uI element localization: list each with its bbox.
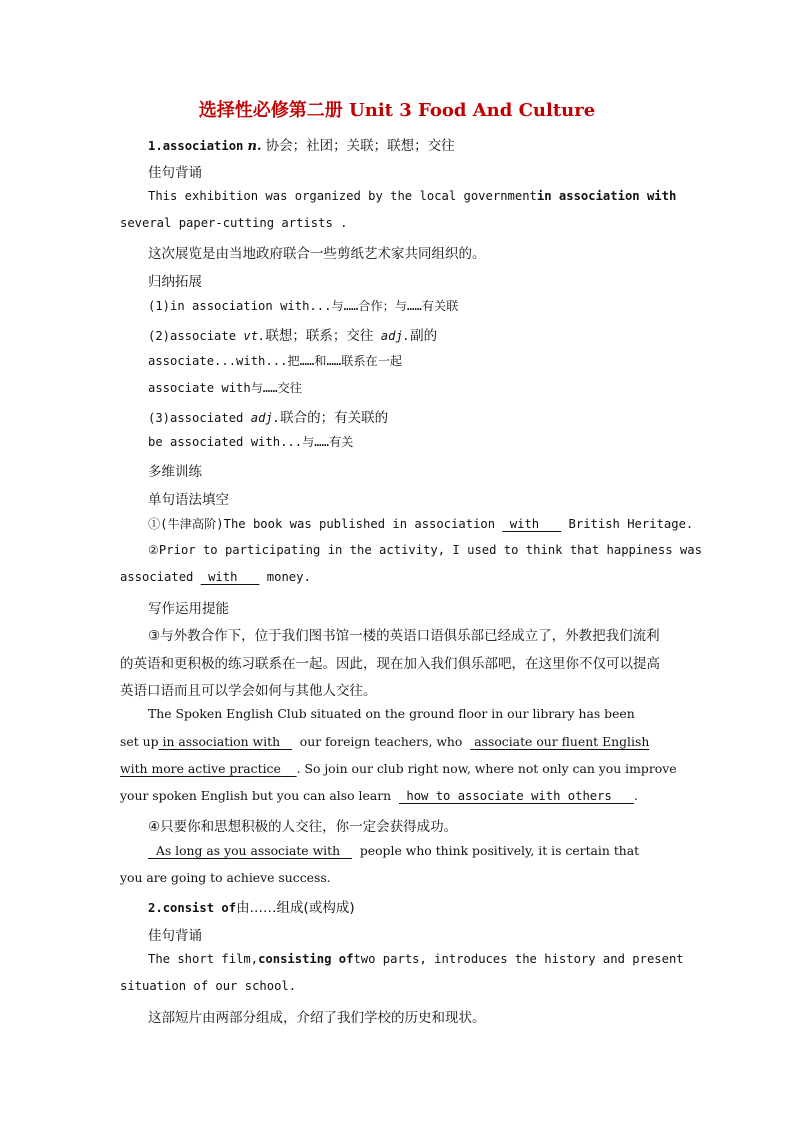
- expand-item-3: associate...with...把……和……联系在一起: [148, 354, 403, 368]
- expand-item-2-word: (2)associate: [148, 329, 237, 343]
- q3-answer-2-part-2: with more active practice: [120, 761, 281, 776]
- q3-line-4-text: your spoken English but you can also learn: [120, 788, 392, 803]
- question-3-en-line-3: [120, 761, 677, 776]
- question-2-line-1: ②Prior to participating in the activity, I used to think that happiness was: [148, 543, 702, 557]
- q3-mid-text: our foreign teachers, who: [299, 734, 463, 749]
- question-4-en-line-2: you are going to achieve success.: [120, 870, 331, 885]
- section-2-example-translation: 这部短片由两部分组成，介绍了我们学校的历史和现状。: [148, 1010, 486, 1026]
- example-text: This exhibition was organized by the local government: [148, 189, 537, 203]
- label-grammar-fill: 单句语法填空: [148, 492, 229, 508]
- q3-answer-2-part-1: associate our fluent English: [474, 734, 650, 749]
- expand-item-6: be associated with...与……有关: [148, 435, 354, 449]
- section-2-heading: [148, 896, 355, 916]
- section-2-example-line-2: situation of our school.: [120, 979, 297, 993]
- label-expand: 归纳拓展: [148, 274, 202, 290]
- example-line-1: [148, 189, 675, 203]
- expand-item-2-adj-meaning: 副的: [410, 328, 438, 344]
- section-2-word: consist of: [162, 901, 237, 915]
- question-1-tail: British Heritage.: [568, 517, 694, 531]
- s2-example-start: The short film,: [148, 952, 259, 966]
- expand-item-1: (1)in association with...与……合作；与……有关联: [148, 299, 459, 313]
- section-2-meaning: 由……组成(或构成): [236, 900, 355, 916]
- question-3-en-line-4: [120, 788, 638, 803]
- s2-example-bold-phrase: consisting of: [258, 952, 354, 966]
- section-2-label-sentence: 佳句背诵: [148, 928, 202, 944]
- expand-item-5-meaning: 联合的；有关联的: [280, 410, 389, 426]
- question-1: [148, 515, 693, 532]
- question-3-en-line-1: The Spoken English Club situated on the ground floor in our library has been: [148, 706, 635, 721]
- question-4-tail: people who think positively, it is certain that: [359, 843, 640, 858]
- section-1-meaning: 协会；社团；关联；联想；交往: [265, 138, 455, 154]
- expand-item-5-word: (3)associated: [148, 411, 244, 425]
- page-title: 选择性必修第二册 Unit 3 Food And Culture: [198, 100, 596, 121]
- expand-item-2: [148, 324, 437, 344]
- question-4-answer: As long as you associate with: [155, 843, 341, 858]
- question-3-cn-line-1: ③与外教合作下，位于我们图书馆一楼的英语口语俱乐部已经成立了，外教把我们流利: [148, 628, 660, 644]
- question-3-en-line-2: [120, 734, 649, 749]
- question-3-cn-line-2: 的英语和更积极的练习联系在一起。因此，现在加入我们俱乐部吧，在这里你不仅可以提高: [120, 656, 660, 672]
- expand-item-5-adj: adj.: [250, 411, 281, 425]
- question-3-cn-line-3: 英语口语而且可以学会如何与其他人交往。: [120, 683, 377, 699]
- question-2-tail: money.: [266, 570, 311, 584]
- question-1-stem: ①(牛津高阶)The book was published in association: [148, 517, 496, 531]
- q3-line-4-period: .: [633, 788, 638, 803]
- label-sentence: 佳句背诵: [148, 165, 202, 181]
- q3-answer-1: in association with: [162, 734, 281, 749]
- expand-item-4: associate with与……交往: [148, 381, 302, 395]
- question-2-line-2: [120, 570, 311, 584]
- example-line-2: several paper-cutting artists .: [120, 216, 348, 230]
- q3-line-3-tail: . So join our club right now, where not only can you improve: [296, 761, 677, 776]
- section-2-example-line-1: [148, 952, 684, 966]
- expand-item-2-adj: adj.: [380, 329, 411, 343]
- expand-item-2-vt: vt.: [243, 329, 266, 343]
- section-1-pos: n.: [247, 139, 262, 154]
- question-1-answer: with: [509, 517, 540, 531]
- example-translation: 这次展览是由当地政府联合一些剪纸艺术家共同组织的。: [148, 246, 486, 262]
- expand-item-5: [148, 406, 388, 426]
- question-4-cn: ④只要你和思想积极的人交往，你一定会获得成功。: [148, 819, 458, 835]
- expand-item-2-meaning: 联想；联系；交往: [265, 328, 374, 344]
- question-2-stem: associated: [120, 570, 194, 584]
- example-bold-phrase: in association with: [536, 189, 677, 203]
- question-2-answer: with: [208, 570, 238, 584]
- q3-answer-3: how to associate with others: [406, 789, 612, 803]
- label-training: 多维训练: [148, 464, 202, 480]
- question-4-en-line-1: [148, 843, 639, 858]
- section-1-word: association: [162, 139, 244, 153]
- label-writing: 写作运用提能: [148, 601, 229, 617]
- s2-example-end: two parts, introduces the history and present: [353, 952, 684, 966]
- section-1-number: 1.: [148, 139, 163, 153]
- section-2-number: 2.: [148, 901, 163, 915]
- q3-set-up: set up: [120, 734, 159, 749]
- section-1-heading: [148, 134, 455, 154]
